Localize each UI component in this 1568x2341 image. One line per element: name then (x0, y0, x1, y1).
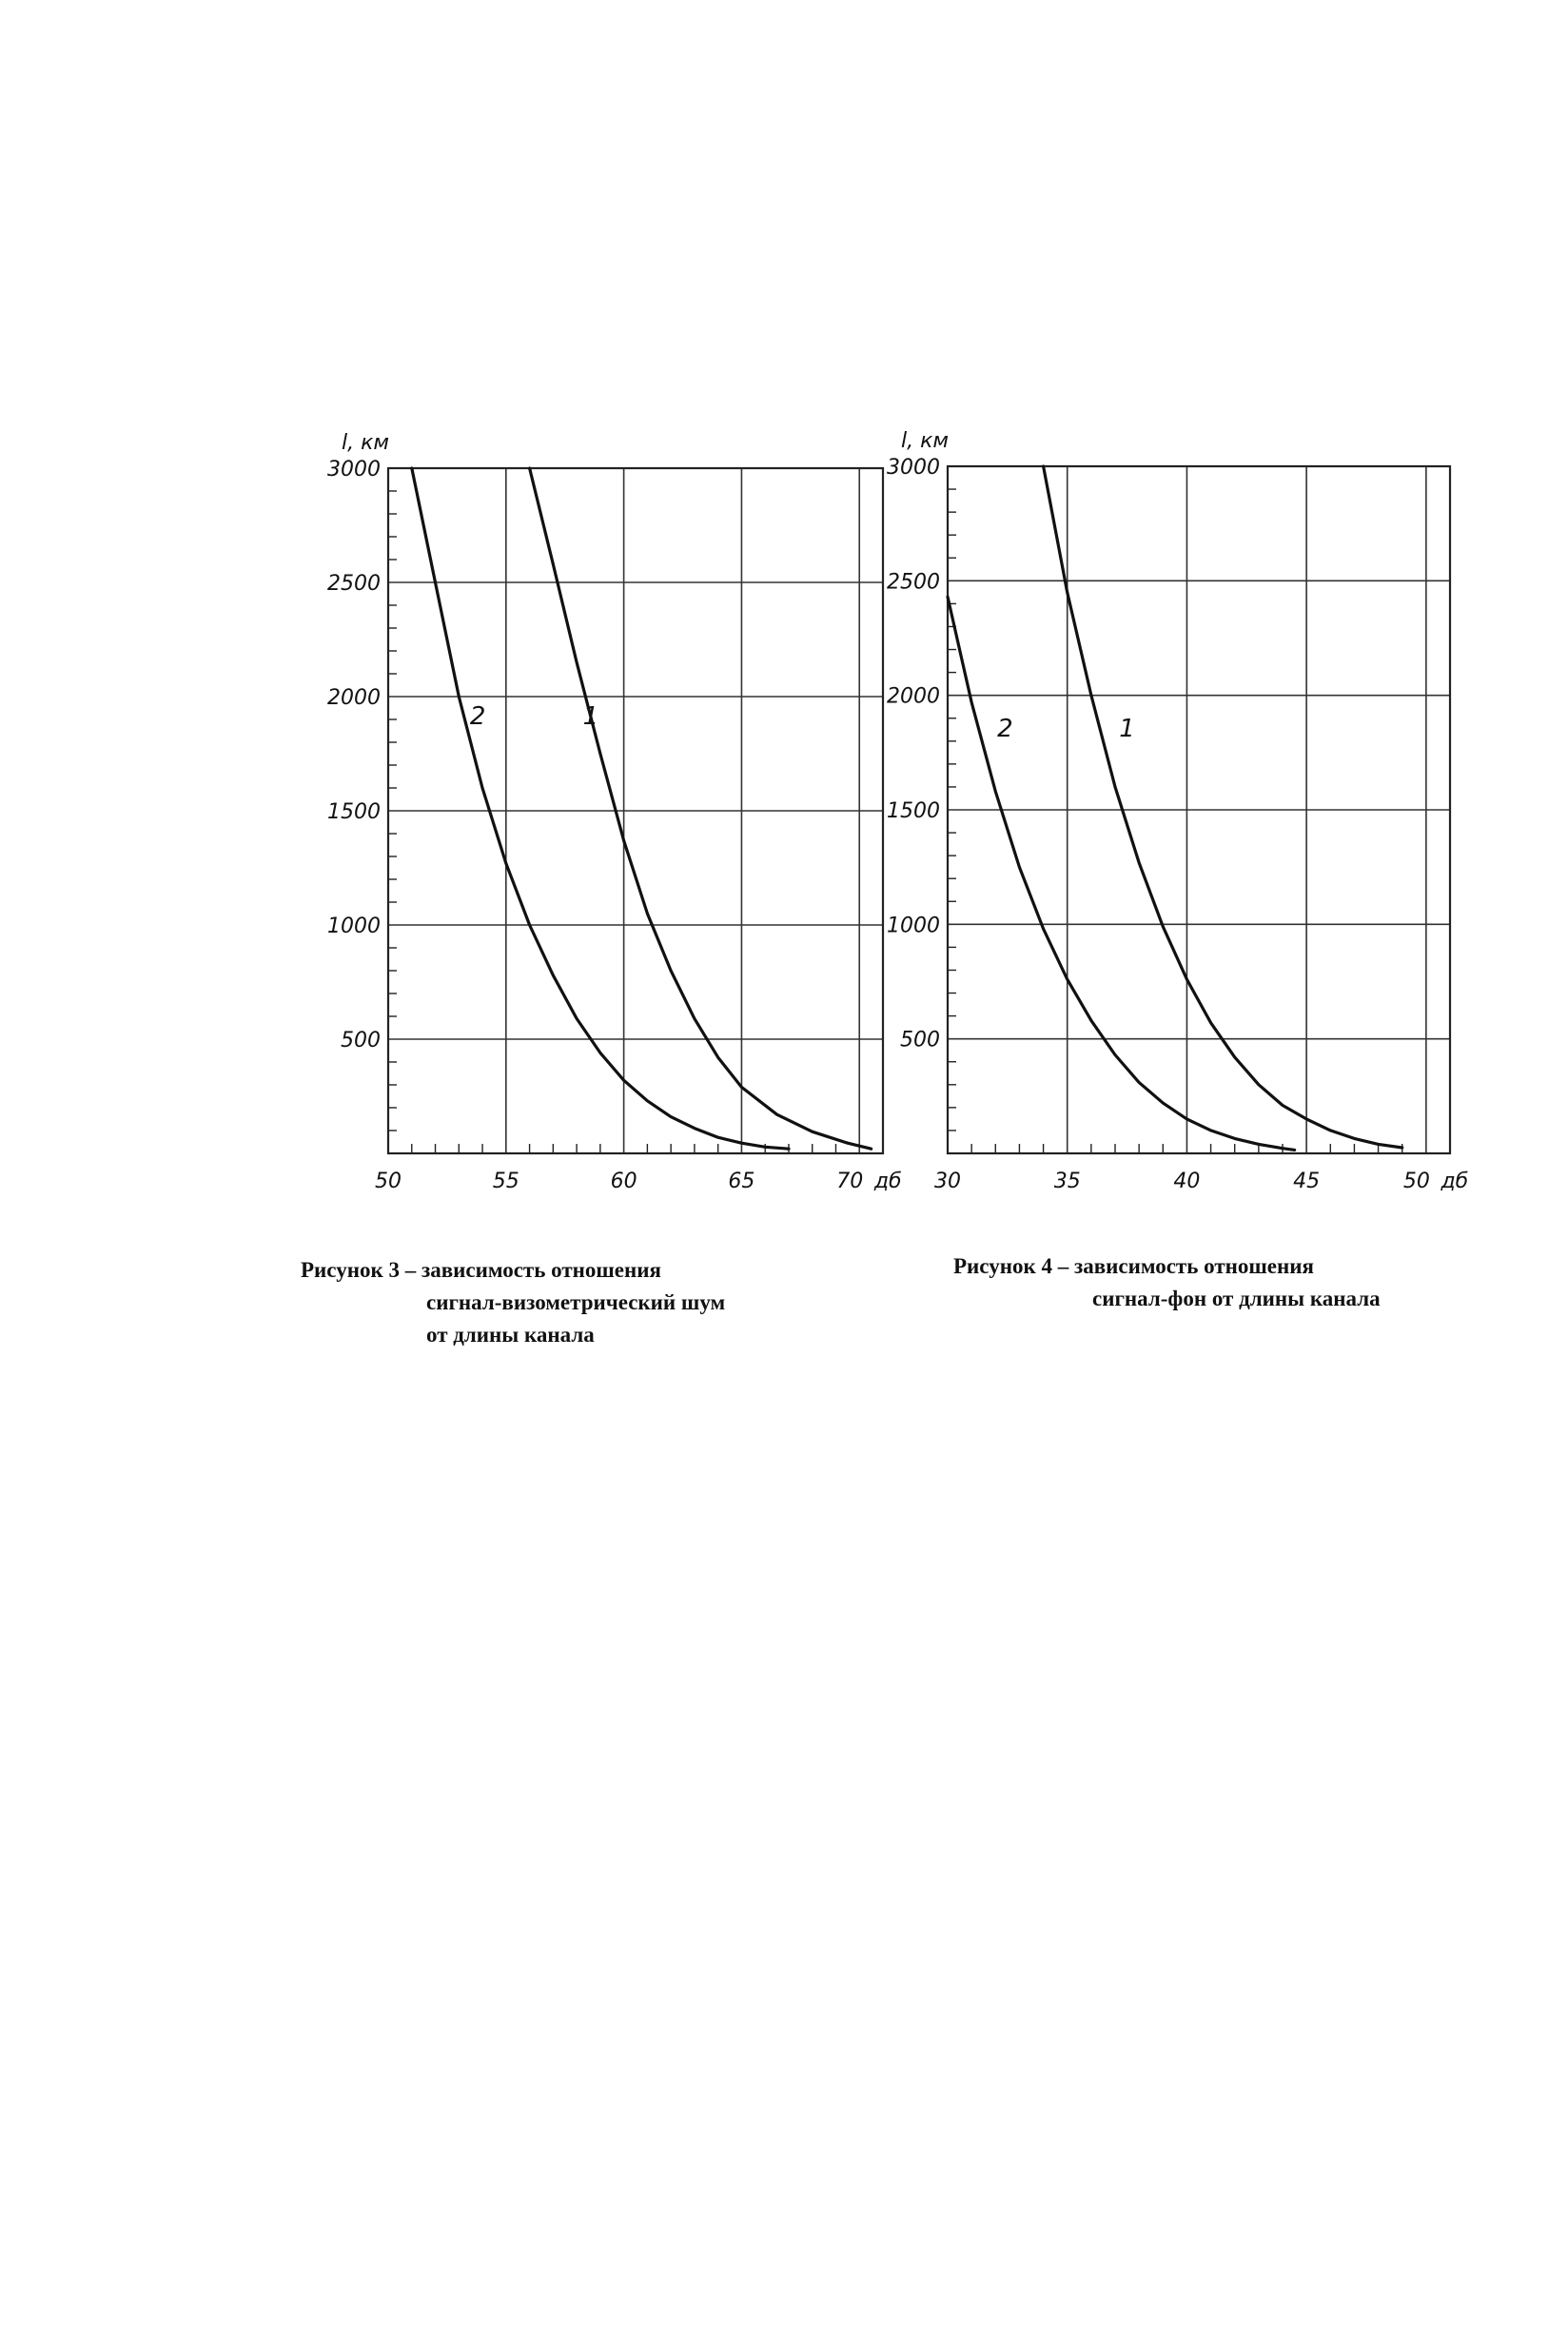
chart-1 (327, 431, 902, 1193)
y-tick-label: 2000 (327, 686, 381, 710)
series-1-line (530, 468, 872, 1149)
series-1-line (1044, 466, 1402, 1148)
y-tick-label: 500 (900, 1028, 940, 1052)
y-tick-label: 3000 (887, 456, 940, 480)
series-1-label: 1 (1119, 714, 1135, 743)
x-tick-label: 35 (1053, 1170, 1081, 1193)
y-tick-label: 2500 (887, 570, 940, 595)
x-tick-label: 60 (610, 1170, 637, 1193)
figure-3-caption-line-2: сигнал-визометрический шум (426, 1290, 726, 1314)
x-unit-label: дб (873, 1170, 902, 1193)
y-tick-label: 1000 (327, 915, 381, 938)
y-tick-label: 3000 (327, 458, 381, 482)
x-tick-label: 70 (836, 1170, 864, 1193)
x-tick-label: 55 (492, 1170, 519, 1193)
series-2-line (412, 468, 789, 1149)
x-tick-label: 45 (1293, 1170, 1321, 1193)
x-tick-label: 65 (728, 1170, 755, 1193)
series-2-label: 2 (997, 714, 1013, 743)
y-tick-label: 1000 (887, 914, 940, 938)
y-axis-label: l, км (901, 429, 949, 453)
y-axis-label: l, км (342, 431, 389, 455)
y-tick-label: 500 (341, 1029, 381, 1052)
x-tick-label: 40 (1173, 1170, 1201, 1193)
y-tick-label: 1500 (887, 799, 940, 823)
y-tick-label: 1500 (327, 800, 381, 824)
figure-4-caption-line-2: сигнал-фон от длины канала (1092, 1287, 1381, 1310)
series-1-label: 1 (582, 701, 599, 731)
figure-3-caption-line-3: от длины канала (426, 1323, 595, 1347)
x-unit-label: дб (1441, 1170, 1469, 1193)
x-tick-label: 30 (934, 1170, 961, 1193)
figure-4-caption (953, 1250, 1381, 1315)
y-tick-label: 2500 (327, 572, 381, 596)
series-2-label: 2 (469, 701, 486, 731)
y-tick-label: 2000 (887, 684, 940, 709)
figure-4-caption-line-1: Рисунок 4 – зависимость отношения (953, 1254, 1314, 1278)
figure-3-caption (301, 1254, 725, 1351)
figure-3-caption-line-1: Рисунок 3 – зависимость отношения (301, 1258, 661, 1282)
x-tick-label: 50 (1402, 1170, 1430, 1193)
x-tick-label: 50 (375, 1170, 402, 1193)
chart-2 (887, 429, 1468, 1193)
